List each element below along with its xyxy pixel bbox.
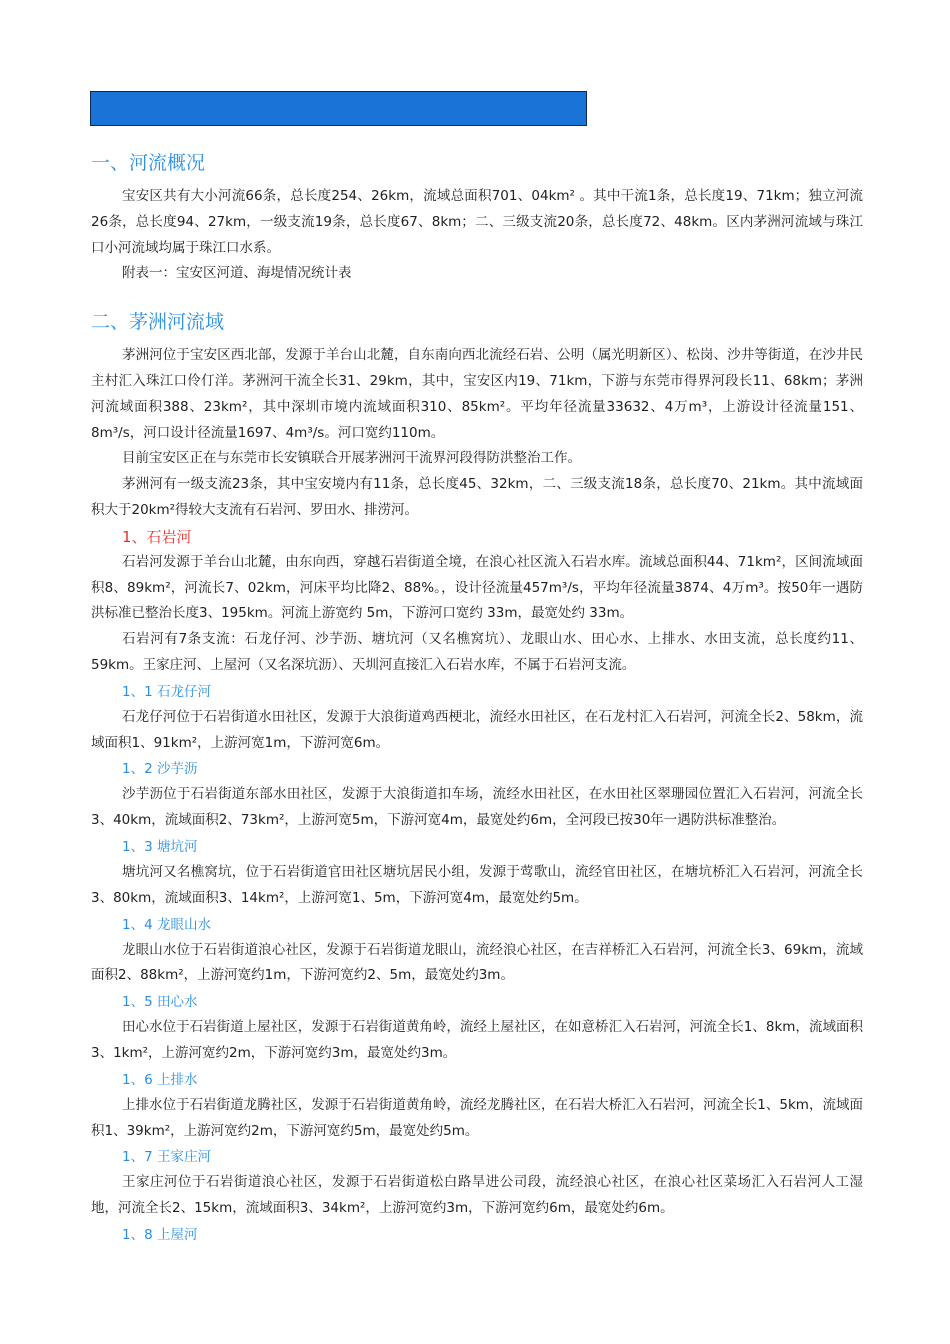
paragraph: 附表一：宝安区河道、海堤情况统计表 xyxy=(122,265,352,282)
paragraph: 龙眼山水位于石岩街道浪心社区，发源于石岩街道龙眼山，流经浪心社区，在吉祥桥汇入石岩河，河流全长3、69km，流域面积2、88km²，上游河宽约1m，下游河宽约2、5m，最宽处约3m。 xyxy=(91,941,863,984)
paragraph: 茅洲河有一级支流23条，其中宝安境内有11条，总长度45、32km，二、三级支流18条，总长度70、21km。其中流域面积大于20km²得较大支流有石岩河、罗田水、排涝河。 xyxy=(91,476,863,518)
tributary-heading: 1、2 沙芋沥 xyxy=(122,761,198,778)
paragraph: 沙芋沥位于石岩街道东部水田社区，发源于大浪街道扣车场，流经水田社区，在水田社区翠珊园位置汇入石岩河，河流全长3、40km，流域面积2、73km²，上游河宽5m，下游河宽4m，最宽处约6m，全河段已按30年一遇防洪标准整治。 xyxy=(91,786,863,829)
tributary-heading: 1、6 上排水 xyxy=(122,1071,198,1088)
tributary-heading: 1、8 上屋河 xyxy=(122,1226,198,1243)
paragraph: 石龙仔河位于石岩街道水田社区，发源于大浪街道鸡西梗北，流经水田社区，在石龙村汇入石岩河，河流全长2、58km，流域面积1、91km²，上游河宽1m，下游河宽6m。 xyxy=(91,708,863,751)
tributary-heading: 1、1 石龙仔河 xyxy=(122,683,211,700)
paragraph: 石岩河有7条支流：石龙仔河、沙芋沥、塘坑河（又名樵窝坑）、龙眼山水、田心水、上排水、水田支流，总长度约11、59km。王家庄河、上屋河（又名深坑沥）、天圳河直接汇入石岩水库，不属于石岩河支流。 xyxy=(91,631,863,673)
paragraph: 塘坑河又名樵窝坑，位于石岩街道官田社区塘坑居民小组，发源于莺歌山，流经官田社区，在塘坑桥汇入石岩河，河流全长3、80km，流域面积3、14km²，上游河宽1、5m，下游河宽4m，最宽处约5m。 xyxy=(91,863,863,906)
paragraph: 上排水位于石岩街道龙腾社区，发源于石岩街道黄角岭，流经龙腾社区，在石岩大桥汇入石岩河，河流全长1、5km，流域面积1、39km²，上游河宽约2m，下游河宽约5m，最宽处约5m。 xyxy=(91,1096,863,1139)
header-banner xyxy=(90,91,587,126)
paragraph: 宝安区共有大小河流66条，总长度254、26km，流域总面积701、04km² 。其中干流1条，总长度19、71km；独立河流26条，总长度94、27km，一级支流19条，总长度67、8km；二、三级支流20条，总长度72、48km。区内茅洲河流域与珠江口小河流域均属于珠江口水系。 xyxy=(91,188,863,256)
paragraph: 王家庄河位于石岩街道浪心社区，发源于石岩街道松白路旱进公司段，流经浪心社区，在浪心社区菜场汇入石岩河人工湿地，河流全长2、15km，流域面积3、34km²，上游河宽约3m，下游河宽约6m，最宽处约6m。 xyxy=(91,1174,863,1217)
paragraph: 目前宝安区正在与东莞市长安镇联合开展茅洲河干流界河段得防洪整治工作。 xyxy=(122,450,581,467)
tributary-heading: 1、7 王家庄河 xyxy=(122,1149,211,1166)
tributary-heading: 1、3 塘坑河 xyxy=(122,838,198,855)
document-content xyxy=(91,150,863,1248)
subsection-heading-shiyan: 1、石岩河 xyxy=(122,527,192,546)
paragraph: 石岩河发源于羊台山北麓，由东向西，穿越石岩街道全境，在浪心社区流入石岩水库。流域总面积44、71km²，区间流域面积8、89km²，河流长7、02km，河床平均比降2、88%。，设计径流量457m³/s，平均年径流量3874、4万m³。按50年一遇防洪标准已整治长度3、195km。河流上游宽约 5m，下游河口宽约 33m，最宽处约 33m。 xyxy=(91,553,863,622)
tributary-heading: 1、4 龙眼山水 xyxy=(122,916,211,933)
section-heading-overview: 一、河流概况 xyxy=(91,152,206,174)
section-heading-maozhou: 二、茅洲河流域 xyxy=(91,311,225,334)
paragraph: 田心水位于石岩街道上屋社区，发源于石岩街道黄角岭，流经上屋社区，在如意桥汇入石岩河，河流全长1、8km，流域面积3、1km²，上游河宽约2m，下游河宽约3m，最宽处约3m。 xyxy=(91,1019,863,1061)
paragraph: 茅洲河位于宝安区西北部，发源于羊台山北麓，自东南向西北流经石岩、公明（属光明新区）、松岗、沙井等街道，在沙井民主村汇入珠江口伶仃洋。茅洲河干流全长31、29km，其中，宝安区内19、71km，下游与东莞市得界河段长11、68km；茅洲河流域面积388、23km²，其中深圳市境内流域面积310、85km²。平均年径流量33632、4万m³，上游设计径流量151、8m³/s，河口设计径流量1697、4m³/s。河口宽约110m。 xyxy=(91,347,863,441)
tributary-heading: 1、5 田心水 xyxy=(122,994,198,1011)
